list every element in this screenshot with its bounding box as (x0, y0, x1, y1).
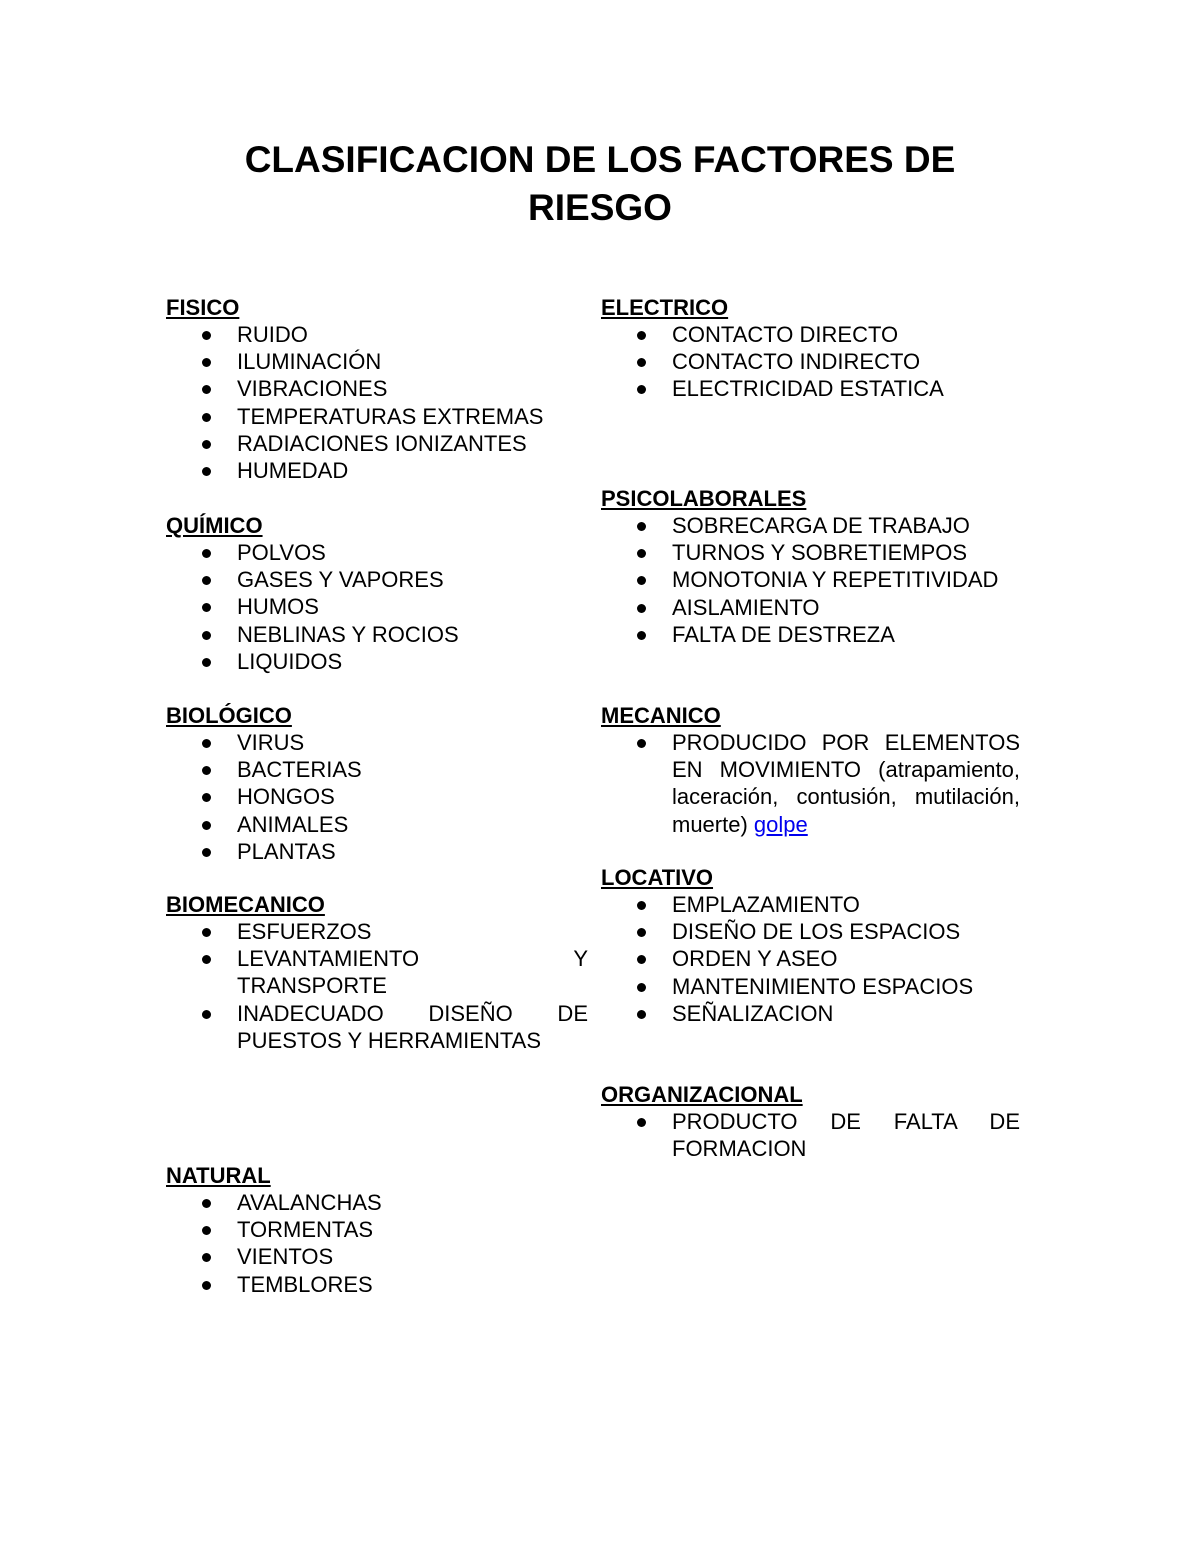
item-text: CONTACTO DIRECTO (672, 322, 899, 347)
item-text: ANIMALES (237, 811, 349, 837)
list-item (166, 1216, 588, 1243)
heading-mecanico: MECANICO (601, 703, 721, 728)
item-text: VIRUS (237, 730, 305, 755)
list-item (601, 1108, 1020, 1162)
bullet-icon (202, 385, 211, 394)
list-psicolaborales (601, 512, 1020, 648)
item-text: VIENTOS (237, 1244, 334, 1270)
bullet-icon (637, 522, 646, 531)
list-item (601, 375, 1020, 402)
list-item (601, 539, 1020, 566)
item-text: DISEÑO DE LOS ESPACIOS (672, 919, 961, 945)
section-biomecanico (166, 891, 588, 1054)
section-mecanico (601, 702, 1020, 838)
list-item (601, 945, 1020, 972)
list-item (166, 457, 588, 484)
bullet-icon (202, 928, 211, 937)
list-fisico (166, 321, 588, 484)
list-item (166, 566, 588, 593)
item-text: PLANTAS (237, 838, 336, 864)
item-text: FALTA DE DESTREZA (672, 621, 895, 647)
section-biologico (166, 702, 588, 865)
bullet-icon (202, 1199, 211, 1208)
list-item (166, 593, 588, 620)
list-item (166, 1189, 588, 1216)
item-text: EMPLAZAMIENTO (672, 892, 860, 917)
bullet-icon (202, 358, 211, 367)
bullet-icon (202, 603, 211, 612)
item-text: ORDEN Y ASEO (672, 946, 838, 972)
heading-organizacional: ORGANIZACIONAL (601, 1082, 803, 1107)
list-item (601, 1000, 1020, 1027)
heading-fisico: FISICO (166, 295, 240, 320)
item-text: SEÑALIZACION (672, 1000, 834, 1026)
item-text: PRODUCTO DE FALTA DE FORMACION (672, 1109, 1020, 1162)
item-text: AVALANCHAS (237, 1190, 382, 1215)
list-item (601, 594, 1020, 621)
list-item (166, 403, 588, 430)
bullet-icon (202, 331, 211, 340)
bullet-icon (202, 467, 211, 476)
item-text: TURNOS Y SOBRETIEMPOS (672, 540, 968, 566)
bullet-icon (202, 631, 211, 640)
section-fisico (166, 294, 588, 484)
bullet-icon (202, 793, 211, 802)
list-item (601, 973, 1020, 1000)
bullet-icon (202, 440, 211, 449)
bullet-icon (637, 385, 646, 394)
list-item (601, 566, 1020, 593)
list-locativo (601, 891, 1020, 1027)
heading-quimico: QUÍMICO (166, 513, 263, 538)
section-locativo (601, 864, 1020, 1027)
bullet-icon (637, 549, 646, 558)
list-item (166, 621, 588, 648)
list-item (166, 1243, 588, 1270)
item-text: HUMOS (237, 594, 319, 620)
item-text: GASES Y VAPORES (237, 567, 444, 593)
list-item (166, 783, 588, 810)
title-line-1: CLASIFICACION DE LOS FACTORES DE (244, 139, 956, 180)
list-item (166, 648, 588, 675)
heading-biologico: BIOLÓGICO (166, 703, 292, 728)
list-natural (166, 1189, 588, 1298)
list-organizacional (601, 1108, 1020, 1162)
bullet-icon (202, 1010, 211, 1019)
list-item (601, 918, 1020, 945)
bullet-icon (637, 955, 646, 964)
bullet-icon (202, 658, 211, 667)
list-item (166, 321, 588, 348)
heading-biomecanico: BIOMECANICO (166, 892, 325, 917)
list-item (166, 375, 588, 402)
item-text: PRODUCIDO POR ELEMENTOS EN MOVIMIENTO (atrapamiento, laceración, contusión, mutilación, muerte) (672, 730, 1020, 837)
item-text: RADIACIONES IONIZANTES (237, 430, 527, 456)
item-text: AISLAMIENTO (672, 594, 820, 620)
title-line-2: RIESGO (528, 187, 672, 228)
list-item (601, 891, 1020, 918)
item-text: ILUMINACIÓN (237, 349, 382, 375)
item-text: POLVOS (237, 540, 326, 565)
golpe-link[interactable]: golpe (753, 811, 808, 837)
bullet-icon (637, 1118, 646, 1127)
item-text: BACTERIAS (237, 757, 362, 783)
bullet-icon (637, 331, 646, 340)
item-text: VIBRACIONES (237, 376, 388, 402)
item-text: INADECUADO DISEÑO DE PUESTOS Y HERRAMIENTAS (237, 1000, 588, 1053)
list-item (166, 811, 588, 838)
heading-locativo: LOCATIVO (601, 865, 714, 890)
section-natural (166, 1162, 588, 1298)
bullet-icon (202, 413, 211, 422)
list-quimico (166, 539, 588, 675)
item-text: HUMEDAD (237, 458, 349, 484)
list-item (601, 512, 1020, 539)
bullet-icon (202, 576, 211, 585)
bullet-icon (202, 955, 211, 964)
bullet-icon (637, 983, 646, 992)
bullet-icon (202, 766, 211, 775)
item-text: SOBRECARGA DE TRABAJO (672, 513, 970, 538)
list-item (601, 621, 1020, 648)
bullet-icon (202, 739, 211, 748)
list-item (166, 430, 588, 457)
item-text: TEMBLORES (237, 1271, 373, 1297)
bullet-icon (637, 604, 646, 613)
bullet-icon (637, 739, 646, 748)
list-electrico (601, 321, 1020, 403)
list-item (166, 1000, 588, 1054)
bullet-icon (202, 549, 211, 558)
list-item (166, 838, 588, 865)
item-text: TORMENTAS (237, 1217, 374, 1243)
list-biomecanico (166, 918, 588, 1054)
list-biologico (166, 729, 588, 865)
section-organizacional (601, 1081, 1020, 1162)
item-text: LIQUIDOS (237, 648, 343, 674)
bullet-icon (202, 1226, 211, 1235)
bullet-icon (637, 928, 646, 937)
item-text: ELECTRICIDAD ESTATICA (672, 376, 944, 402)
heading-psicolaborales: PSICOLABORALES (601, 486, 807, 511)
item-text: NEBLINAS Y ROCIOS (237, 621, 459, 647)
list-item (601, 321, 1020, 348)
heading-natural: NATURAL (166, 1163, 271, 1188)
bullet-icon (637, 631, 646, 640)
item-text: MONOTONIA Y REPETITIVIDAD (672, 567, 999, 593)
list-item (166, 729, 588, 756)
item-text: ESFUERZOS (237, 919, 372, 944)
bullet-icon (202, 848, 211, 857)
list-item (166, 348, 588, 375)
section-electrico (601, 294, 1020, 403)
heading-electrico: ELECTRICO (601, 295, 729, 320)
item-text: RUIDO (237, 322, 308, 347)
bullet-icon (202, 821, 211, 830)
item-text: TEMPERATURAS EXTREMAS (237, 403, 544, 429)
bullet-icon (637, 576, 646, 585)
item-text: CONTACTO INDIRECTO (672, 349, 921, 375)
bullet-icon (637, 358, 646, 367)
bullet-icon (637, 901, 646, 910)
list-item (166, 918, 588, 945)
list-item (601, 729, 1020, 838)
list-item (166, 1271, 588, 1298)
list-item (166, 756, 588, 783)
document-title (150, 136, 1050, 232)
list-item (166, 539, 588, 566)
bullet-icon (202, 1253, 211, 1262)
bullet-icon (637, 1010, 646, 1019)
section-psicolaborales (601, 485, 1020, 648)
list-item (601, 348, 1020, 375)
item-text: HONGOS (237, 784, 335, 810)
section-quimico (166, 512, 588, 675)
item-text: LEVANTAMIENTO Y TRANSPORTE (237, 946, 588, 999)
item-text: MANTENIMIENTO ESPACIOS (672, 973, 974, 999)
list-item (166, 945, 588, 999)
bullet-icon (202, 1281, 211, 1290)
list-mecanico (601, 729, 1020, 838)
